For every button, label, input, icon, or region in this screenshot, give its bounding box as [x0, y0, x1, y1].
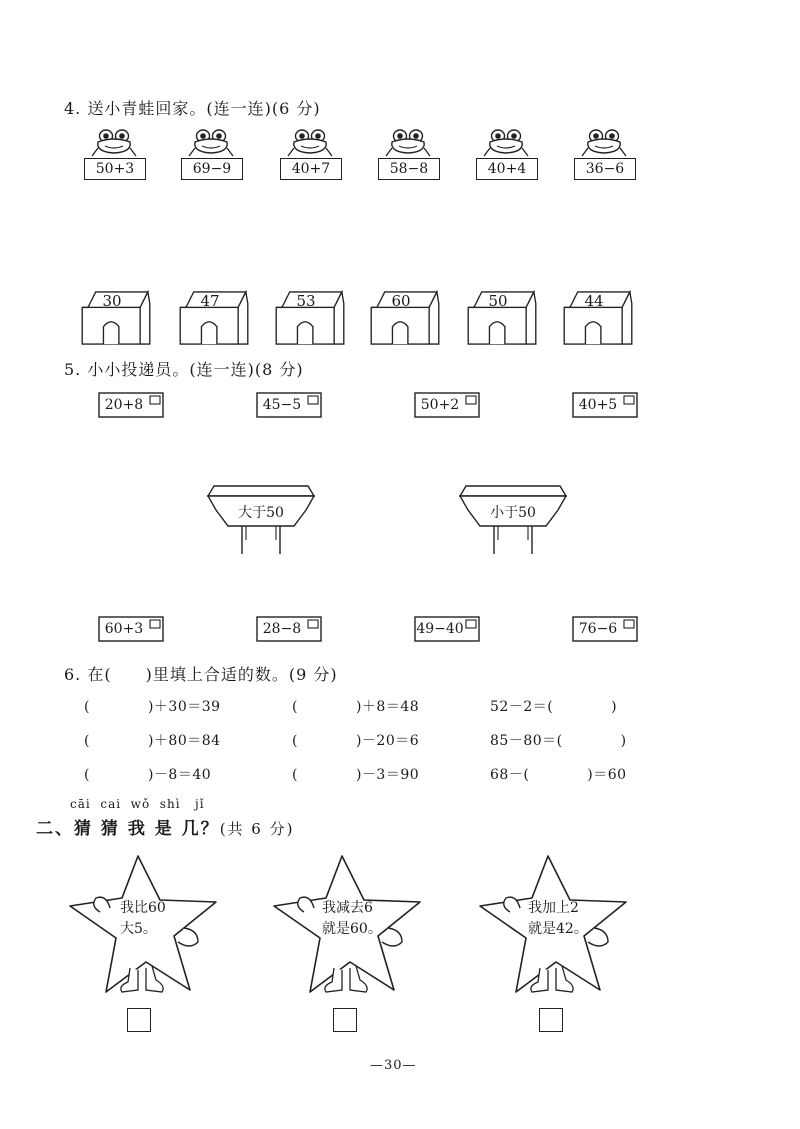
fill-in-equation: ( )＋80＝84 [84, 733, 221, 749]
section2-title [36, 814, 294, 839]
fill-in-equation: ( )－20＝6 [292, 733, 420, 749]
house-number: 60 [391, 292, 411, 310]
letter-bottom-1 [98, 616, 164, 646]
letter-bottom-3 [414, 616, 480, 646]
house-number: 53 [296, 292, 316, 310]
house-3 [274, 290, 346, 350]
star-clue-line1: 我减去6 [322, 900, 373, 916]
star-clue [528, 898, 588, 940]
section2-heading: 二、猜 猜 我 是 几？ [36, 819, 220, 839]
star-clue-line2: 就是42。 [528, 921, 588, 937]
mailbox-less-than-50 [458, 484, 568, 560]
fill-in-equation: 52－2＝( ) [490, 699, 618, 715]
letter-expression: 60+3 [104, 621, 144, 637]
letter-top-4 [572, 392, 638, 422]
q6-title: 6. 在( )里填上合适的数。(9 分) [64, 665, 338, 684]
letter-top-2 [256, 392, 322, 422]
house-number: 44 [584, 292, 604, 310]
house-4 [369, 290, 441, 350]
house-5 [466, 290, 538, 350]
q5-title: 5. 小小投递员。(连一连)(8 分) [64, 360, 304, 379]
letter-expression: 45−5 [262, 397, 302, 413]
page-number: —30— [370, 1058, 417, 1073]
star-clue [322, 898, 382, 940]
letter-expression: 76−6 [578, 621, 618, 637]
fill-in-equation: ( )－8＝40 [84, 767, 212, 783]
star-clue-line2: 就是60。 [322, 921, 382, 937]
house-2 [178, 290, 250, 350]
house-1 [80, 290, 152, 350]
guess-star-3 [476, 850, 636, 1004]
letter-expression: 50+2 [420, 397, 460, 413]
fill-in-equation: 85－80＝( ) [490, 733, 627, 749]
star-clue-line1: 我比60 [120, 900, 166, 916]
mailbox-label: 小于50 [490, 505, 536, 521]
guess-star-2 [270, 850, 430, 1004]
letter-expression: 49−40 [416, 621, 464, 637]
letter-bottom-2 [256, 616, 322, 646]
frog-expression: 50+3 [84, 158, 146, 180]
section2-points: (共 6 分) [219, 820, 295, 838]
letter-top-3 [414, 392, 480, 422]
house-number: 30 [102, 292, 122, 310]
section2-pinyin: cāi cai wǒ shì jǐ [70, 797, 205, 811]
fill-in-equation: 68－( )＝60 [490, 767, 627, 783]
letter-expression: 40+5 [578, 397, 618, 413]
q4-title: 4. 送小青蛙回家。(连一连)(6 分) [64, 99, 321, 118]
answer-box-1[interactable] [127, 1008, 151, 1032]
mailbox-greater-than-50 [206, 484, 316, 560]
star-clue [120, 898, 180, 940]
star-clue-line1: 我加上2 [528, 900, 579, 916]
frog-expression: 58−8 [378, 158, 440, 180]
star-clue-line2: 大5。 [120, 921, 157, 937]
fill-in-equation: ( )＋8＝48 [292, 699, 420, 715]
letter-bottom-4 [572, 616, 638, 646]
answer-box-2[interactable] [333, 1008, 357, 1032]
mailbox-label: 大于50 [238, 505, 284, 521]
house-6 [562, 290, 634, 350]
fill-in-equation: ( )－3＝90 [292, 767, 420, 783]
house-number: 50 [488, 292, 508, 310]
letter-expression: 20+8 [104, 397, 144, 413]
guess-star-1 [66, 850, 226, 1004]
frog-expression: 36−6 [574, 158, 636, 180]
frog-expression: 40+7 [280, 158, 342, 180]
letter-expression: 28−8 [262, 621, 302, 637]
house-number: 47 [200, 292, 220, 310]
frog-expression: 69−9 [181, 158, 243, 180]
frog-expression: 40+4 [476, 158, 538, 180]
letter-top-1 [98, 392, 164, 422]
fill-in-equation: ( )＋30＝39 [84, 699, 221, 715]
answer-box-3[interactable] [539, 1008, 563, 1032]
